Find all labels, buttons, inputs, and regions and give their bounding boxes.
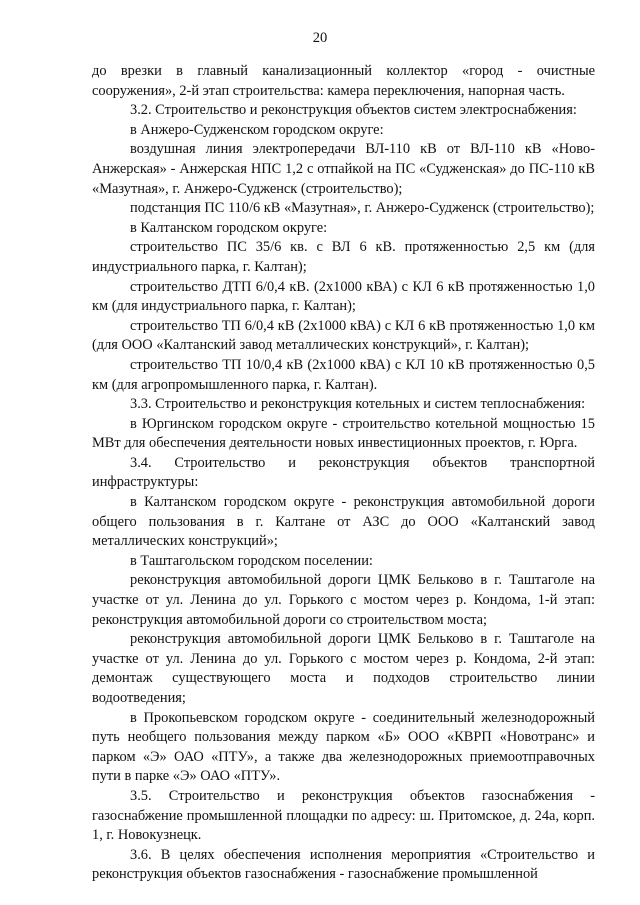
- paragraph: в Калтанском городском округе:: [130, 219, 328, 236]
- paragraph: реконструкция автомобильной дороги ЦМК Бельково в г. Таштаголе на участке от ул. Ленина до ул. Горького с мостом через р. Кондома, 1-й этап: реконструкция автомобильной дороги со строительством моста;: [92, 572, 595, 628]
- paragraph: в Таштагольском городском поселении:: [130, 552, 373, 569]
- paragraph: строительство ТП 10/0,4 кВ (2х1000 кВА) с КЛ 10 кВ протяженностью 0,5 км (для агропромышленного парка, г. Калтан).: [92, 356, 595, 393]
- paragraph: до врезки в главный канализационный коллектор «город - очистные сооружения», 2-й этап строительства: камера переключения, напорная часть.: [92, 63, 595, 99]
- section-heading: 3.3. Строительство и реконструкция котельных и систем теплоснабжения:: [130, 396, 586, 413]
- document-body: [92, 62, 595, 885]
- paragraph: реконструкция автомобильной дороги ЦМК Бельково в г. Таштаголе на участке от ул. Ленина до ул. Горького с мостом через р. Кондома, 2-й этап: демонтаж существующего моста и подходов строительство линии водоотведения;: [92, 631, 595, 706]
- section-heading: 3.5. Строительство и реконструкция объектов газоснабжения - газоснабжение промышленной площадки по адресу: ш. Притомское, д. 24а, корп. 1, г. Новокузнецк.: [92, 787, 595, 844]
- section-heading: 3.4. Строительство и реконструкция объектов транспортной инфраструктуры:: [92, 454, 595, 491]
- paragraph: в Анжеро-Судженском городском округе:: [130, 121, 384, 138]
- paragraph: в Калтанском городском округе - реконструкция автомобильной дороги общего пользования в г. Калтане от АЗС до ООО «Калтанский завод металлических конструкций»;: [92, 494, 595, 550]
- paragraph: подстанция ПС 110/6 кВ «Мазутная», г. Анжеро-Судженск (строительство);: [130, 200, 595, 217]
- paragraph: в Юргинском городском округе - строительство котельной мощностью 15 МВт для обеспечения деятельности новых инвестиционных проектов, г. Юрга.: [92, 415, 595, 452]
- paragraph: строительство ТП 6/0,4 кВ (2х1000 кВА) с КЛ 6 кВ протяженностью 1,0 км (для ООО «Калтанский завод металлических конструкций», г. Калтан);: [92, 317, 595, 354]
- paragraph: воздушная линия электропередачи ВЛ-110 кВ от ВЛ-110 кВ «Ново-Анжерская» - Анжерская НПС 1,2 с отпайкой на ПС «Судженская» до ПС-110 кВ «Мазутная», г. Анжеро-Судженск (строительство);: [92, 141, 595, 197]
- section-heading: 3.2. Строительство и реконструкция объектов систем электроснабжения:: [130, 102, 577, 119]
- paragraph: строительство ПС 35/6 кв. с ВЛ 6 кВ. протяженностью 2,5 км (для индустриального парка, г. Калтан);: [92, 239, 595, 275]
- section-heading: 3.6. В целях обеспечения исполнения мероприятия «Строительство и реконструкция объектов газоснабжения - газоснабжение промышленной: [92, 846, 595, 883]
- paragraph: строительство ДТП 6/0,4 кВ. (2х1000 кВА) с КЛ 6 кВ протяженностью 1,0 км (для индустриального парка, г. Калтан);: [92, 278, 595, 315]
- page-number: 20: [312, 30, 328, 46]
- paragraph: в Прокопьевском городском округе - соединительный железнодорожный путь необщего пользования между парком «Б» ООО «КВРП «Новотранс» и парком «Э» ОАО «ПТУ», а также два железнодорожных приемоотправочных пути в парке «Э» ОАО «ПТУ».: [92, 709, 595, 785]
